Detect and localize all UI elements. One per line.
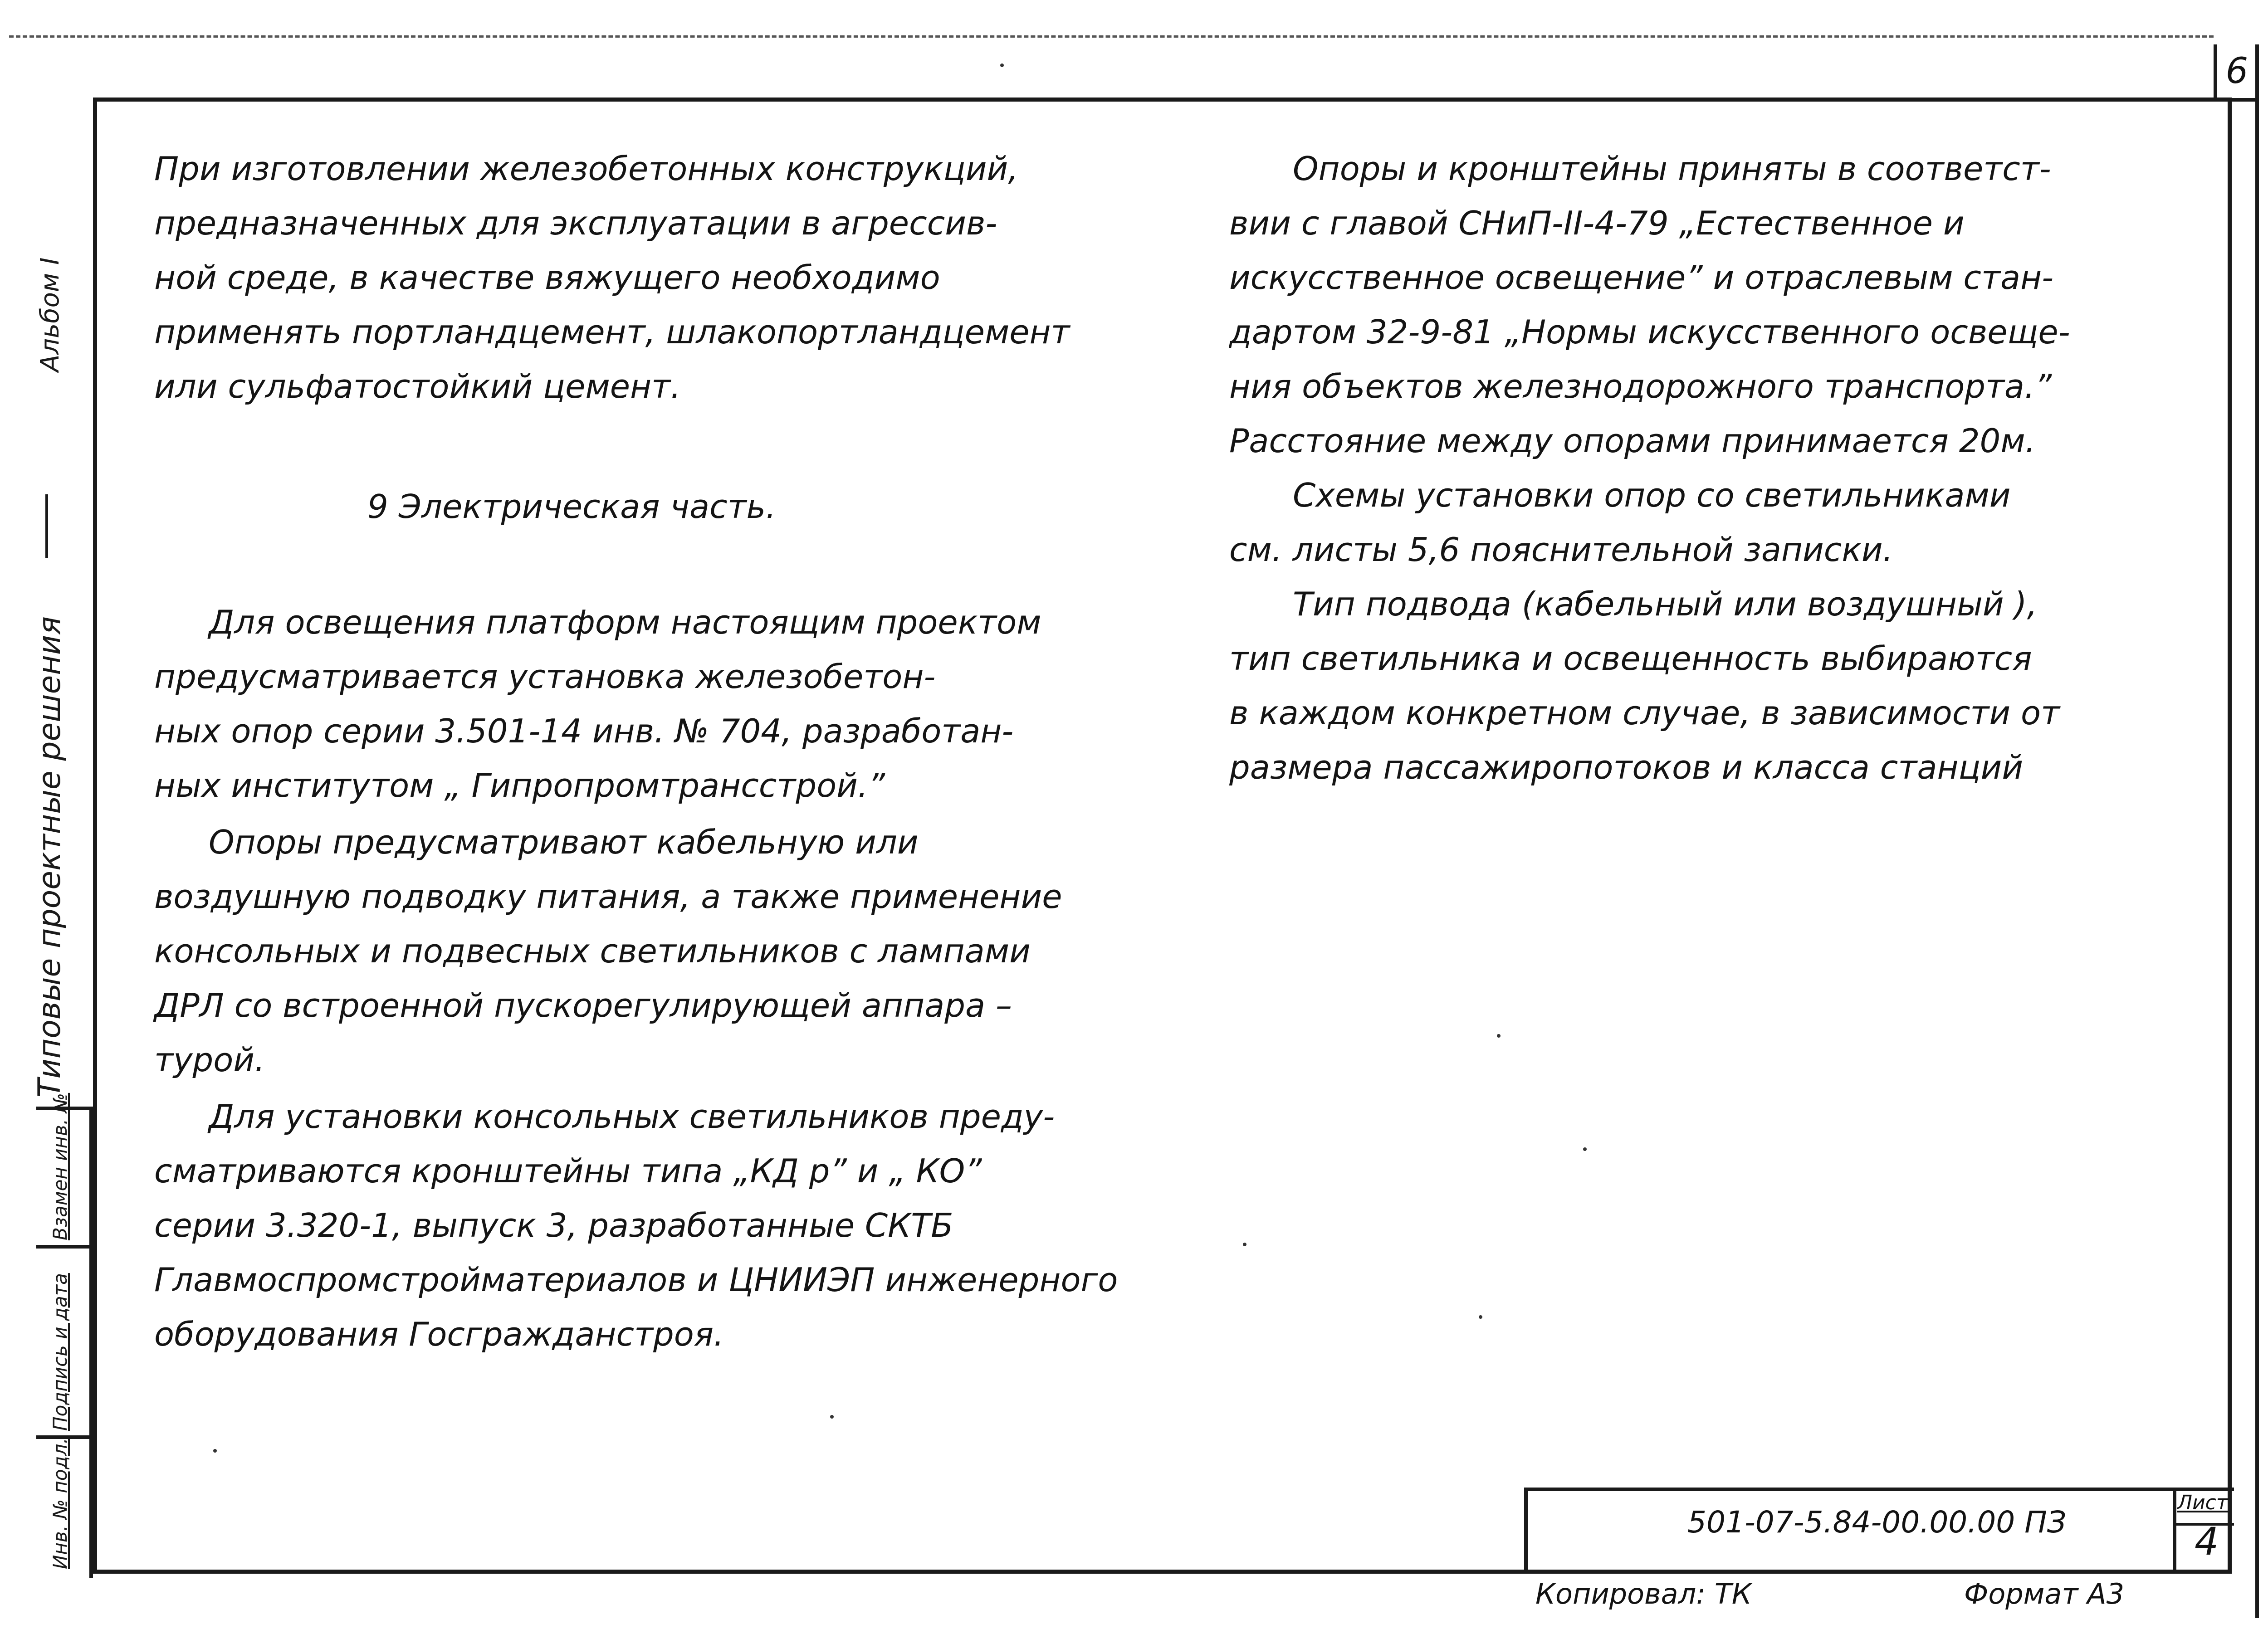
stamp-divider xyxy=(36,1245,93,1249)
scan-speck xyxy=(1583,1147,1587,1151)
series-label: Типовые проектные решения xyxy=(32,616,68,1097)
text-line: дартом 32-9-81 „Нормы искусственного освеще- xyxy=(1229,313,2070,351)
margin-tick xyxy=(45,494,48,558)
scan-speck xyxy=(1000,63,1004,67)
sheet-label: Лист xyxy=(2177,1491,2228,1514)
text-line: размера пассажиропотоков и класса станций xyxy=(1229,748,2024,786)
text-line: Расстояние между опорами принимается 20м. xyxy=(1229,422,2036,460)
text-line: применять портландцемент, шлакопортландцемент xyxy=(154,313,1070,351)
right-edge-line xyxy=(2255,44,2259,1618)
text-line: в каждом конкретном случае, в зависимости от xyxy=(1229,694,2060,732)
text-line: предназначенных для эксплуатации в агрессив- xyxy=(154,204,997,242)
scan-speck xyxy=(830,1415,834,1419)
page-number: 6 xyxy=(2214,44,2257,102)
text-line: Для установки консольных светильников преду- xyxy=(209,1097,1055,1136)
scan-speck xyxy=(213,1449,217,1453)
stamp-inventory-label: Инв. № подл. xyxy=(49,1438,71,1569)
stamp-replaced-label: Взамен инв. № xyxy=(49,1093,71,1240)
text-line: оборудования Госгражданстроя. xyxy=(154,1315,724,1353)
text-line: Схемы установки опор со светильниками xyxy=(1293,476,2011,514)
text-line: консольных и подвесных светильников с лампами xyxy=(154,932,1031,970)
text-line: турой. xyxy=(154,1041,265,1079)
sheet-format: Формат А3 xyxy=(1964,1577,2125,1610)
section-heading: 9 Электрическая часть. xyxy=(367,488,776,526)
text-line: искусственное освещение” и отраслевым стан- xyxy=(1229,259,2054,297)
text-line: ных опор серии 3.501-14 инв. № 704, разработан- xyxy=(154,712,1014,750)
text-line: воздушную подводку питания, а также применение xyxy=(154,878,1062,916)
text-line: Главмоспромстройматериалов и ЦНИИЭП инженерного xyxy=(154,1261,1118,1299)
text-line: ДРЛ со встроенной пускорегулирующей аппара – xyxy=(154,986,1012,1024)
copied-by: Копировал: ТК xyxy=(1535,1577,1752,1610)
album-label: Альбом I xyxy=(35,257,65,372)
text-line: При изготовлении железобетонных конструкций, xyxy=(154,150,1019,188)
text-line: ния объектов железнодорожного транспорта.” xyxy=(1229,367,2052,405)
top-dashed-line xyxy=(9,35,2214,38)
text-line: Тип подвода (кабельный или воздушный ), xyxy=(1293,585,2038,623)
text-line: ной среде, в качестве вяжущего необходимо xyxy=(154,259,940,297)
scan-speck xyxy=(1497,1034,1501,1038)
text-line: сматриваются кронштейны типа „КД р” и „ КО” xyxy=(154,1152,982,1190)
document-code: 501-07-5.84-00.00.00 ПЗ xyxy=(1687,1505,2067,1540)
text-line: см. листы 5,6 пояснительной записки. xyxy=(1229,531,1893,569)
scan-speck xyxy=(1243,1243,1246,1246)
text-line: вии с главой СНиП-II-4-79 „Естественное и xyxy=(1229,204,1965,242)
text-line: предусматривается установка железобетон- xyxy=(154,658,936,696)
stamp-signature-label: Подпись и дата xyxy=(49,1273,71,1431)
text-line: Опоры и кронштейны приняты в соответст- xyxy=(1293,150,2051,188)
text-line: серии 3.320-1, выпуск 3, разработанные СКТБ xyxy=(154,1206,953,1244)
text-line: или сульфатостойкий цемент. xyxy=(154,367,681,405)
text-line: Для освещения платформ настоящим проектом xyxy=(209,603,1041,641)
text-line: тип светильника и освещенность выбираются xyxy=(1229,639,2032,678)
sheet-number: 4 xyxy=(2195,1519,2219,1564)
scan-speck xyxy=(1479,1315,1482,1319)
text-line: Опоры предусматривают кабельную или xyxy=(209,823,919,861)
text-line: ных институтом „ Гипропромтрансстрой.” xyxy=(154,766,885,805)
